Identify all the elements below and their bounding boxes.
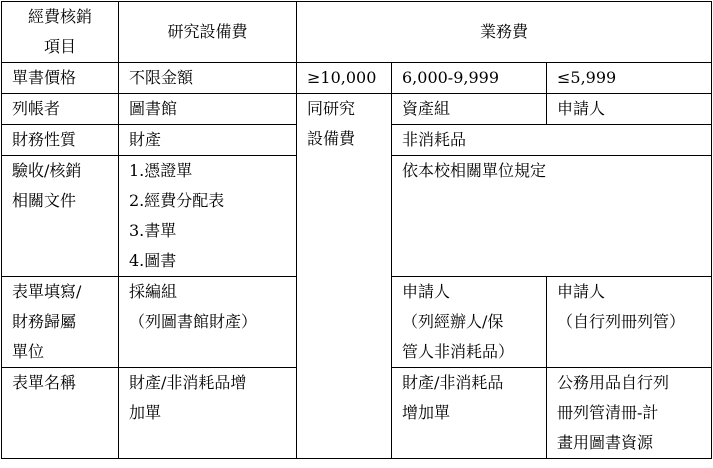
doc-list-item: 1.憑證單 xyxy=(129,161,193,180)
doc-list-item: 4.圖書 xyxy=(129,251,177,270)
cell-line: 申請人 xyxy=(402,282,451,301)
cell-line: 冊列管清冊-計 xyxy=(557,403,659,422)
business-col-a-cell: ≥10,000 xyxy=(297,63,392,94)
header-business-expense: 業務費 xyxy=(297,2,712,63)
cell-line: （自行列冊列管） xyxy=(557,312,686,331)
business-col-c-cell: 申請人 xyxy=(547,94,712,125)
row-label-line: 單位 xyxy=(12,342,45,361)
business-col-c-cell: ≤5,999 xyxy=(547,63,712,94)
research-cell: 不限金額 xyxy=(119,63,297,94)
research-cell xyxy=(119,368,297,459)
cell-line: 畫用圖書資源 xyxy=(557,433,654,452)
header-research-equipment: 研究設備費 xyxy=(119,2,297,63)
research-cell: 圖書館 xyxy=(119,94,297,125)
header-item-line: 經費核銷 xyxy=(27,7,92,26)
row-label-line: 驗收/核銷 xyxy=(12,161,82,180)
merged-cell-line: 同研究 xyxy=(307,99,356,118)
row-label-line: 表單填寫/ xyxy=(12,282,82,301)
header-row xyxy=(2,2,712,63)
research-cell xyxy=(119,156,297,277)
business-col-a-merged-cell xyxy=(297,94,392,459)
row-unit-price xyxy=(2,63,712,94)
row-label xyxy=(2,156,119,277)
expense-rules-table xyxy=(1,1,712,459)
merged-cell-line: 設備費 xyxy=(307,129,356,148)
research-cell: 財產 xyxy=(119,125,297,156)
cell-line: 增加單 xyxy=(402,403,451,422)
cell-line: 公務用品自行列 xyxy=(557,373,670,392)
cell-line: 財產/非消耗品增 xyxy=(129,373,247,392)
research-cell xyxy=(119,277,297,368)
row-label: 列帳者 xyxy=(2,94,119,125)
business-col-b-cell: 6,000-9,999 xyxy=(392,63,547,94)
row-label xyxy=(2,277,119,368)
business-col-bc-cell: 非消耗品 xyxy=(392,125,712,156)
row-accounting-party xyxy=(2,94,712,125)
doc-list-item: 2.經費分配表 xyxy=(129,191,225,210)
cell-line: 管人非消耗品） xyxy=(402,342,515,361)
cell-line: 採編組 xyxy=(129,282,178,301)
row-label: 單書價格 xyxy=(2,63,119,94)
header-item xyxy=(2,2,119,63)
business-col-b-cell xyxy=(392,277,547,368)
business-col-bc-cell: 依本校相關單位規定 xyxy=(392,156,712,277)
row-label: 表單名稱 xyxy=(2,368,119,459)
row-label: 財務性質 xyxy=(2,125,119,156)
cell-line: （列圖書館財產） xyxy=(129,312,258,331)
row-label-line: 財務歸屬 xyxy=(12,312,77,331)
row-label-line: 相關文件 xyxy=(12,191,77,210)
cell-line: 加單 xyxy=(129,403,162,422)
doc-list-item: 3.書單 xyxy=(129,221,177,240)
header-item-line: 項目 xyxy=(43,37,76,56)
cell-line: 申請人 xyxy=(557,282,606,301)
business-col-b-cell: 資產組 xyxy=(392,94,547,125)
business-col-c-cell xyxy=(547,277,712,368)
business-col-c-cell xyxy=(547,368,712,459)
business-col-b-cell xyxy=(392,368,547,459)
cell-line: 財產/非消耗品 xyxy=(402,373,504,392)
cell-line: （列經辦人/保 xyxy=(402,312,504,331)
